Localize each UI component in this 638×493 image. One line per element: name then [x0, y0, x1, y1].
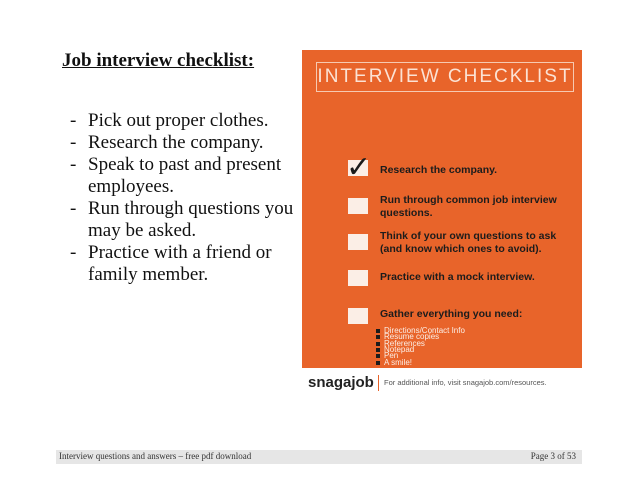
page-number: Page 3 of 53 — [530, 451, 576, 461]
checkbox-icon — [348, 308, 368, 324]
footer-left-text: Interview questions and answers – free pdf download — [59, 451, 252, 461]
interview-checklist-poster — [302, 50, 582, 399]
bullet-item: - Pick out proper clothes. — [70, 110, 295, 132]
checklist-item: Think of your own questions to ask (and know which ones to avoid). — [380, 230, 557, 255]
poster-footer-text: For additional info, visit snagajob.com/resources. — [384, 378, 547, 387]
footer-divider — [378, 375, 379, 391]
checklist-subitem: Directions/Contact Info — [384, 326, 465, 335]
poster-heading: INTERVIEW CHECKLIST — [316, 62, 574, 92]
page-footer — [56, 450, 582, 464]
bullet-item: - Research the company. — [70, 132, 295, 154]
bullet-item: - Speak to past and present employees. — [70, 154, 295, 198]
checklist-item: Research the company. — [380, 164, 498, 176]
checkmark-icon: ✓ — [346, 150, 372, 185]
snagajob-logo: snagajob — [308, 374, 374, 391]
poster-footer — [302, 368, 582, 399]
checklist-bullets — [70, 110, 295, 286]
checklist-item: Gather everything you need: — [380, 308, 523, 320]
checklist-subitem: Notepad — [384, 345, 415, 354]
checkbox-icon — [348, 270, 368, 286]
checkbox-icon — [348, 198, 368, 214]
checklist-item: Practice with a mock interview. — [380, 271, 535, 283]
checkbox-icon — [348, 234, 368, 250]
checklist-subitem: Resume copies — [384, 332, 440, 342]
checklist-subitem: Pen — [384, 351, 399, 361]
checklist-item: Run through common job interview questions. — [380, 194, 557, 219]
bullet-item: - Run through questions you may be asked. — [70, 198, 295, 242]
checklist-subitem: References — [384, 338, 425, 348]
page-title: Job interview checklist: — [62, 50, 255, 71]
bullet-item: - Practice with a friend or family member. — [70, 242, 295, 286]
checklist-subitem: A smile! — [384, 357, 413, 367]
